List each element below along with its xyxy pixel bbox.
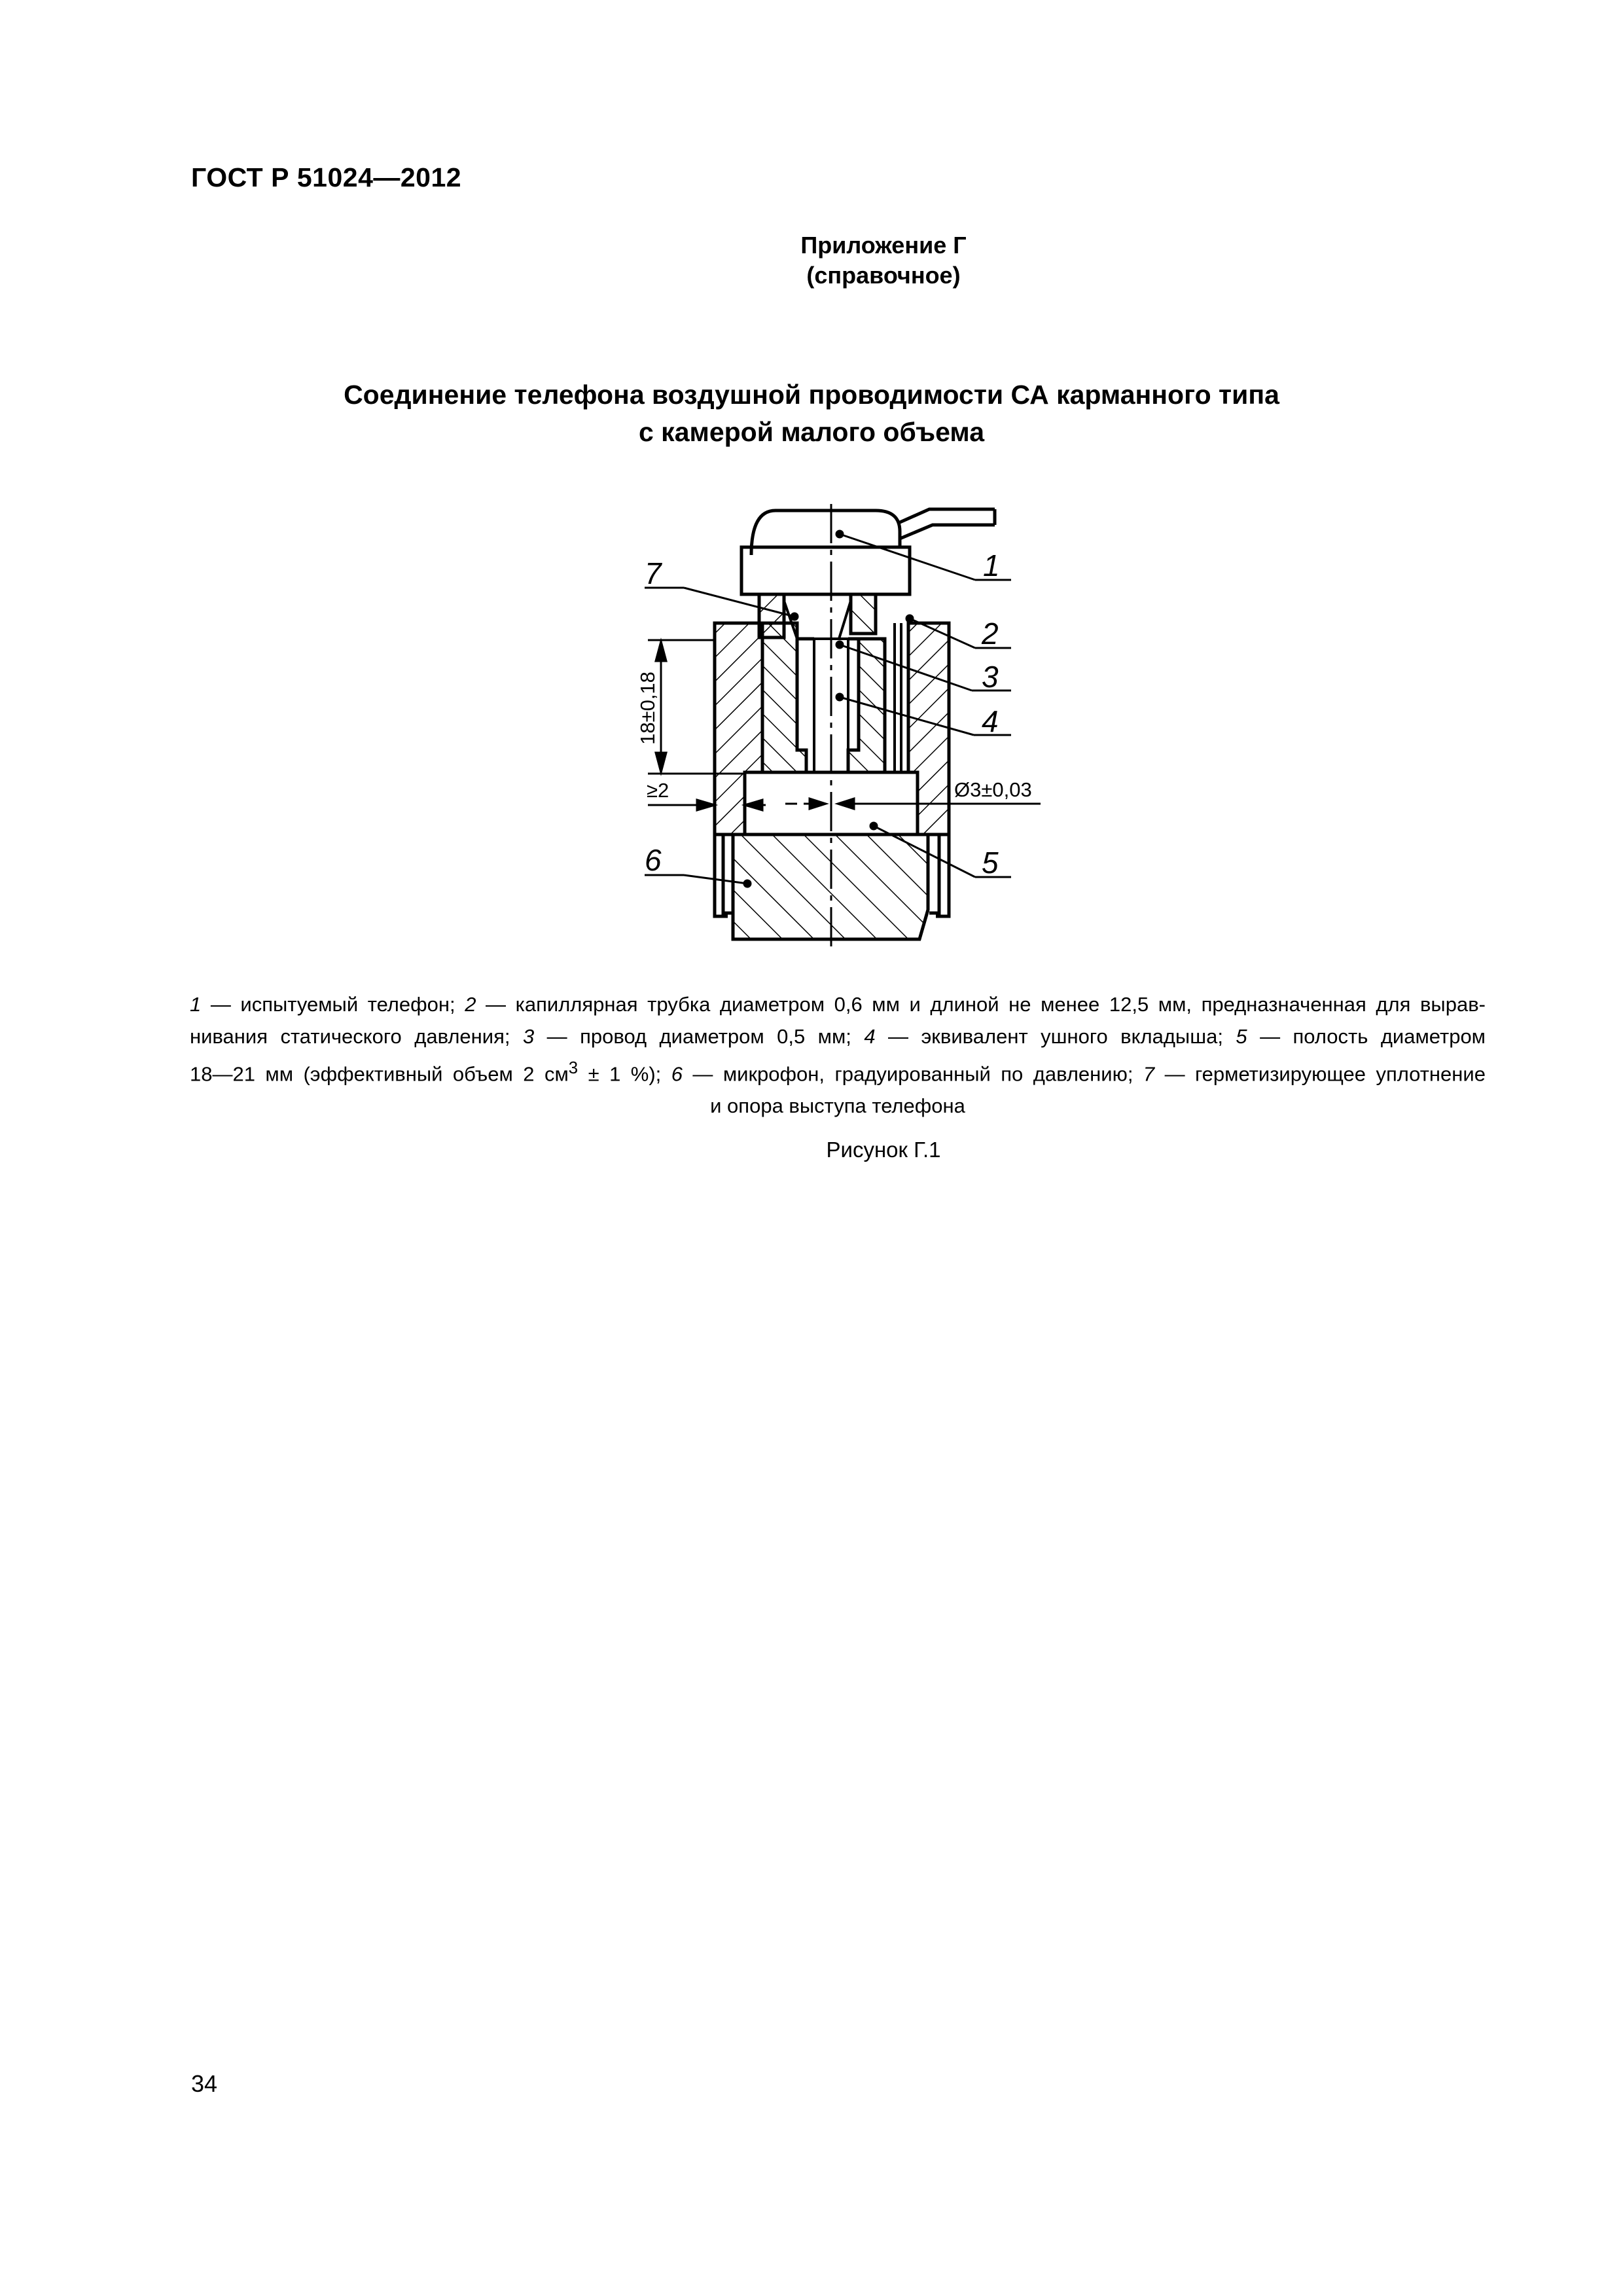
dimension-height-label: 18±0,18 [636,672,659,745]
callout-1: 1 [983,548,1000,583]
dimension-gap-label: ≥2 [647,779,669,802]
callout-5: 5 [982,846,999,880]
legend-line-3: 18—21 мм (эффективный объем 2 $см^3 \pm 1$ %); 6 — микрофон, градуированный по давлению; 7 — герметизирующее уплотнение [190,1059,1486,1086]
document-id: ГОСТ Р 51024—2012 [191,162,462,192]
callout-7: 7 [645,556,662,590]
title-line-2: с камерой малого объема [638,417,984,447]
callout-2: 2 [982,617,999,651]
page-number: 34 [191,2070,218,2097]
telephone-cable [900,509,995,539]
figure-legend [190,988,1486,1122]
callout-4: 4 [982,704,999,738]
telephone-body [741,511,910,594]
capillary-tube [895,623,901,772]
dimension-diameter-label: Ø3±0,03 [954,778,1032,801]
legend-line-4: и опора выступа телефона [710,1094,965,1118]
figure-caption: Рисунок Г.1 [826,1138,941,1162]
title-line-1: Соединение телефона воздушной проводимости СА карманного типа [344,380,1279,410]
appendix-label: Приложение Г [800,232,967,259]
ear-insert-equivalent [762,623,885,772]
callout-6: 6 [645,843,662,877]
legend-line-1: 1 — испытуемый телефон; 2 — капиллярная трубка диаметром 0,6 мм и длиной не менее 12,5 мм, предназначенная для вырав- [190,993,1486,1016]
appendix-kind: (справочное) [806,262,961,289]
technical-drawing [0,0,1623,969]
callout-3: 3 [982,660,999,694]
legend-line-2: нивания статического давления; 3 — провод диаметром 0,5 мм; 4 — эквивалент ушного вкладыша; 5 — полость диаметром [190,1025,1486,1048]
